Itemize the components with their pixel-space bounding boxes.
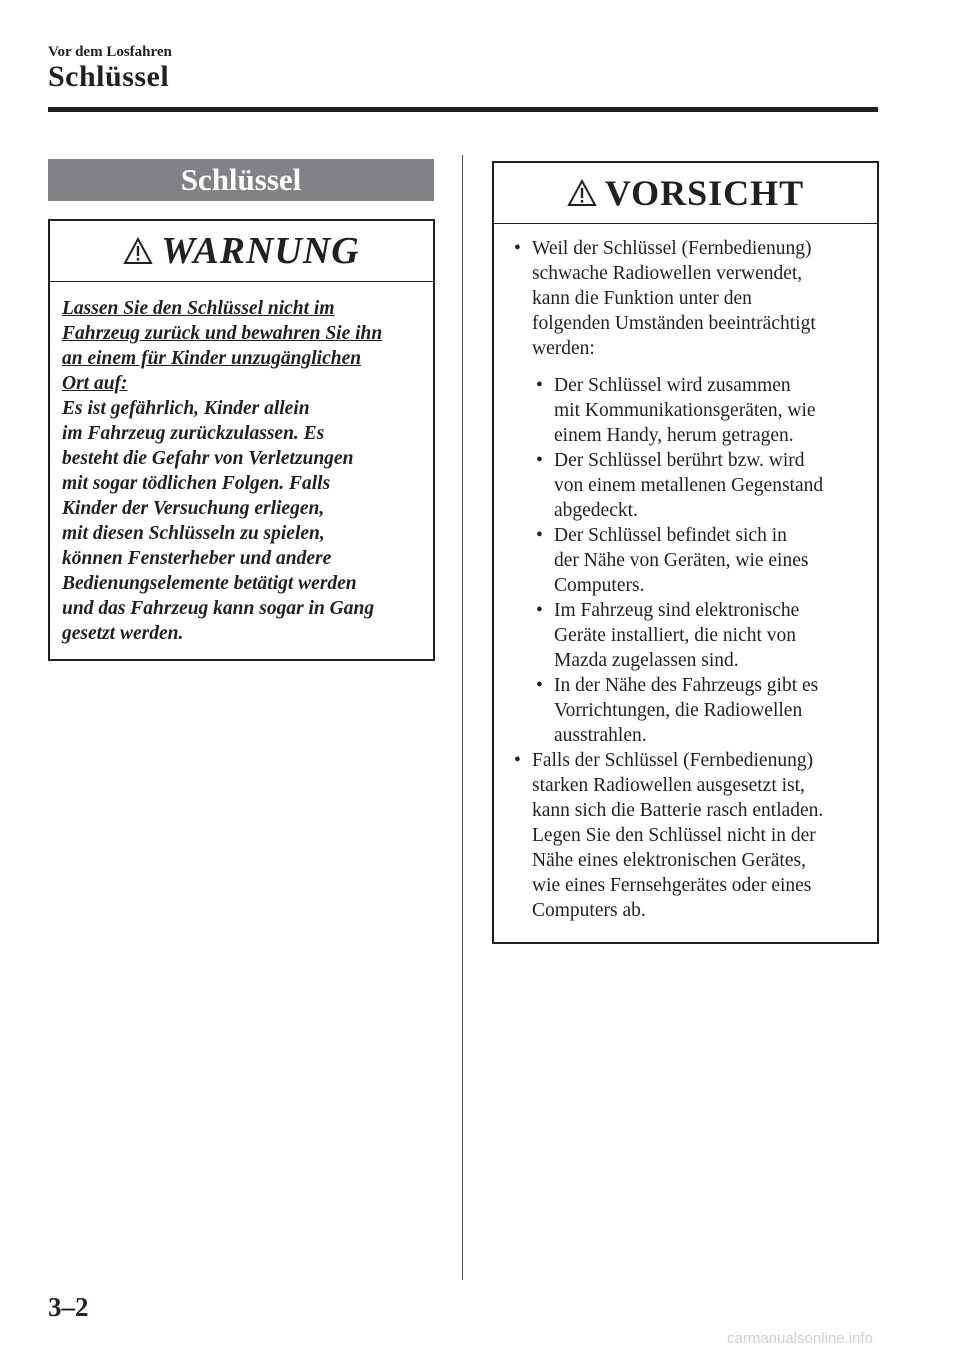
warning-line: an einem für Kinder unzugänglichen (62, 348, 362, 369)
section-heading: Schlüssel (48, 60, 170, 93)
item-line: In der Nähe des Fahrzeugs gibt es (554, 675, 819, 696)
item-line: folgenden Umständen beeinträchtigt (532, 313, 816, 334)
item-line: Computers. (554, 575, 645, 596)
topic-band-title: Schlüssel (180, 162, 302, 197)
warning-line: Es ist gefährlich, Kinder allein (62, 398, 310, 419)
sub-list-item (502, 373, 869, 448)
bullet: • (536, 675, 543, 696)
warning-line: besteht die Gefahr von Verletzungen (62, 448, 354, 469)
warning-line: mit diesen Schlüsseln zu spielen, (62, 523, 325, 544)
warning-line: Bedienungselemente betätigt werden (62, 573, 357, 594)
item-line: Der Schlüssel berührt bzw. wird (554, 450, 805, 471)
warning-line: Kinder der Versuchung erliegen, (62, 498, 325, 519)
list-item (502, 748, 869, 923)
sub-list-item (502, 448, 869, 523)
caution-header (494, 163, 877, 224)
warning-triangle-icon (567, 179, 597, 207)
chapter-title: Vor dem Losfahren (48, 44, 172, 60)
caution-title: VORSICHT (604, 173, 805, 213)
bullet: • (536, 375, 543, 396)
item-line: Mazda zugelassen sind. (554, 650, 739, 671)
item-line: der Nähe von Geräten, wie eines (554, 550, 809, 571)
warning-line: gesetzt werden. (62, 623, 184, 644)
sub-list-item (502, 673, 869, 748)
warning-line: Fahrzeug zurück und bewahren Sie ihn (62, 323, 383, 344)
item-line: Falls der Schlüssel (Fernbedienung) (532, 750, 814, 771)
bullet: • (536, 600, 543, 621)
spacer (502, 361, 869, 373)
caution-text (494, 224, 877, 923)
bullet: • (514, 750, 521, 771)
item-line: Geräte installiert, die nicht von (554, 625, 797, 646)
warning-line: Lassen Sie den Schlüssel nicht im (62, 298, 335, 319)
item-line: mit Kommunikationsgeräten, wie (554, 400, 816, 421)
warning-line: Ort auf: (62, 373, 128, 394)
item-line: wie eines Fernsehgerätes oder eines (532, 875, 812, 896)
list-item (502, 236, 869, 361)
column-divider (462, 155, 463, 1280)
bullet: • (536, 450, 543, 471)
item-line: Der Schlüssel befindet sich in (554, 525, 787, 546)
item-line: Der Schlüssel wird zusammen (554, 375, 791, 396)
warning-triangle-icon (123, 237, 153, 265)
item-line: Computers ab. (532, 900, 646, 921)
warning-text (50, 282, 433, 646)
item-line: von einem metallenen Gegenstand (554, 475, 824, 496)
item-line: kann die Funktion unter den (532, 288, 752, 309)
page-number: 3–2 (48, 1292, 89, 1322)
topic-band (48, 159, 434, 201)
sub-list-item (502, 523, 869, 598)
item-line: Weil der Schlüssel (Fernbedienung) (532, 238, 812, 259)
item-line: einem Handy, herum getragen. (554, 425, 794, 446)
item-line: Nähe eines elektronischen Gerätes, (532, 850, 806, 871)
item-line: ausstrahlen. (554, 725, 647, 746)
bullet: • (536, 525, 543, 546)
item-line: kann sich die Batterie rasch entladen. (532, 800, 824, 821)
bullet: • (514, 238, 521, 259)
item-line: werden: (532, 338, 595, 359)
warning-box (48, 219, 435, 661)
item-line: Legen Sie den Schlüssel nicht in der (532, 825, 816, 846)
item-line: schwache Radiowellen verwendet, (532, 263, 803, 284)
warning-title: WARNUNG (161, 230, 360, 272)
header-rule (48, 107, 878, 112)
item-line: abgedeckt. (554, 500, 638, 521)
item-line: Vorrichtungen, die Radiowellen (554, 700, 803, 721)
item-line: Im Fahrzeug sind elektronische (554, 600, 800, 621)
item-line: starken Radiowellen ausgesetzt ist, (532, 775, 805, 796)
caution-box (492, 161, 879, 944)
sub-list-item (502, 598, 869, 673)
warning-line: können Fensterheber und andere (62, 548, 332, 569)
warning-line: mit sogar tödlichen Folgen. Falls (62, 473, 331, 494)
warning-header (50, 221, 433, 282)
footer-watermark[interactable]: carmanualsonline.info (727, 1330, 873, 1347)
warning-line: und das Fahrzeug kann sogar in Gang (62, 598, 375, 619)
warning-line: im Fahrzeug zurückzulassen. Es (62, 423, 325, 444)
